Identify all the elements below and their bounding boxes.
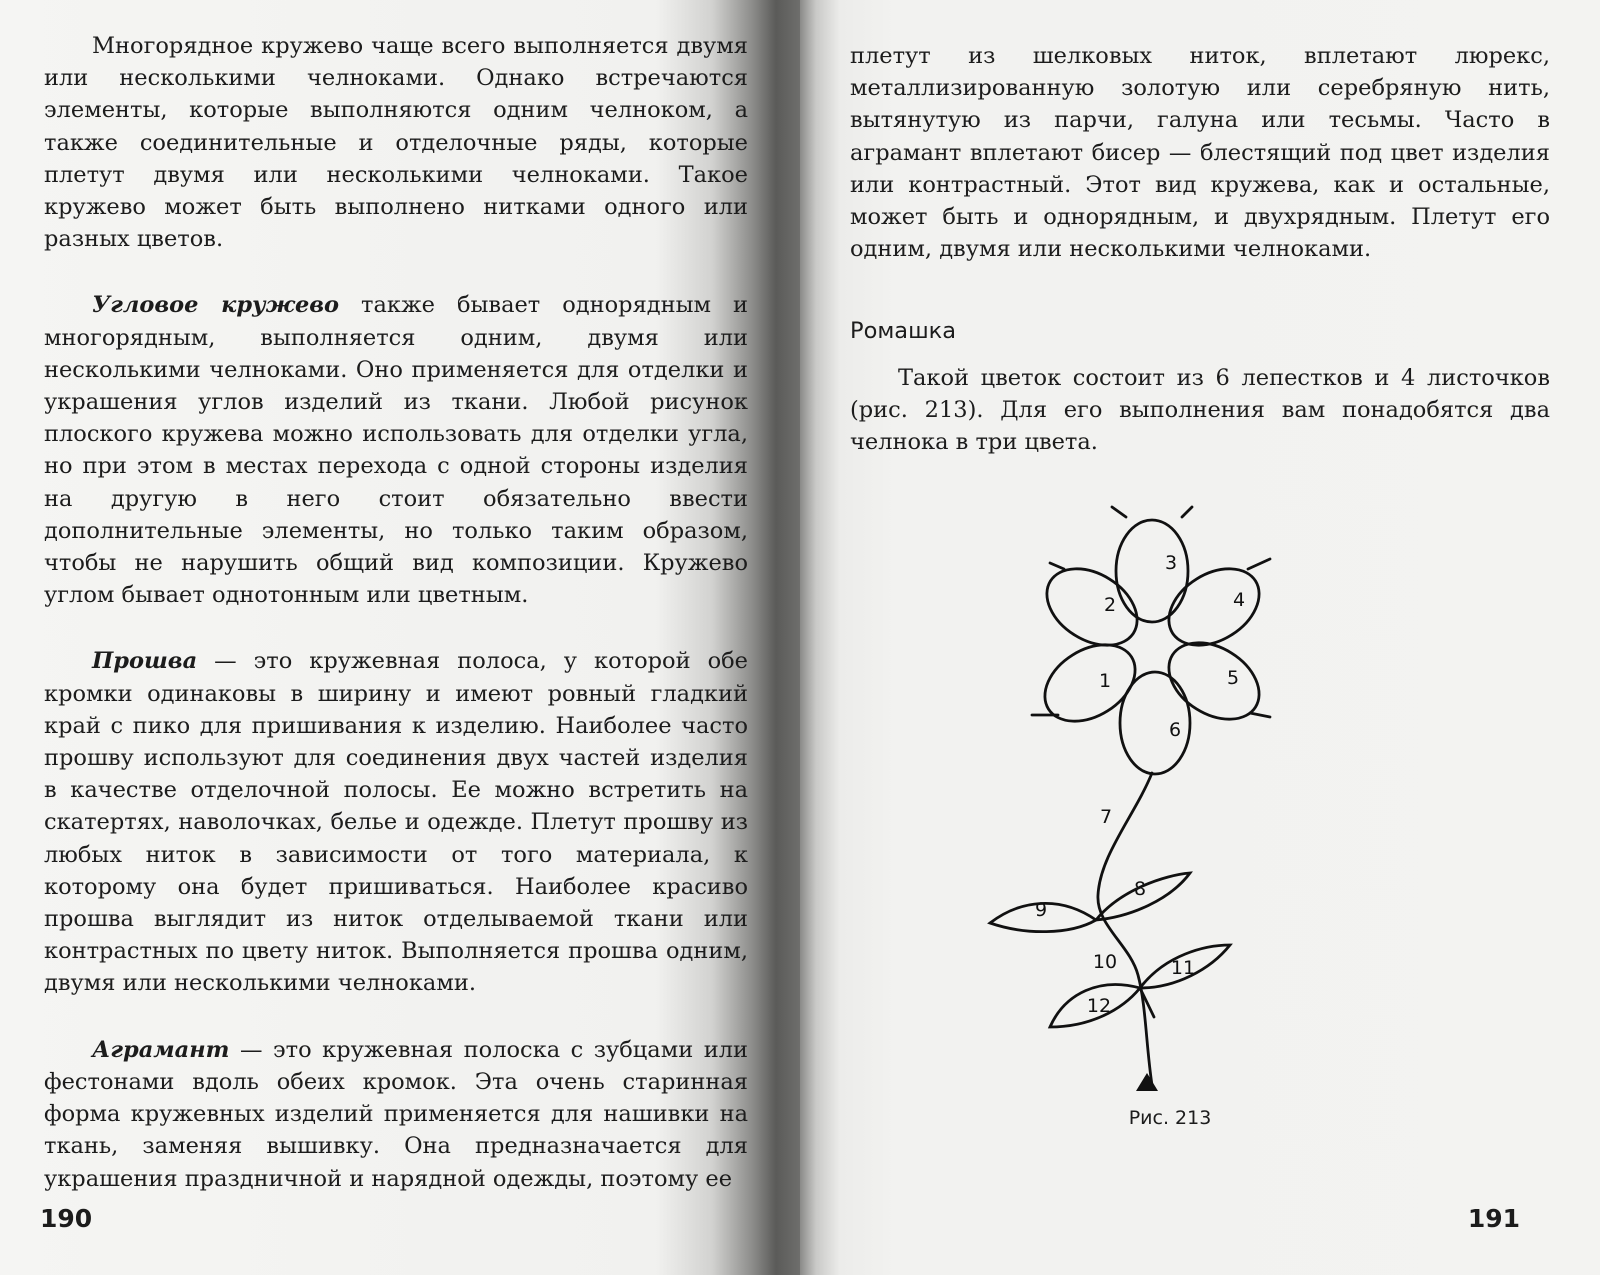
label-8: 8	[1133, 878, 1147, 900]
pointer-triangle-icon	[1136, 1073, 1158, 1091]
label-10: 10	[1092, 951, 1118, 973]
label-7: 7	[1099, 806, 1113, 828]
paragraph-multirow-lace	[44, 30, 748, 255]
figure-caption: Рис. 213	[1128, 1107, 1212, 1129]
daisy-diagram	[980, 505, 1360, 1105]
left-page-text	[44, 30, 748, 1195]
label-5: 5	[1226, 667, 1240, 689]
daisy-figure	[980, 505, 1360, 1105]
paragraph-text: — это кружевная полоса, у которой обе кромки одинаковы в ширину и имеют ровный гладкий край с пико для пришивания к изделию. Наиболее часто прошву используют для соединения двух частей изделия в качестве отделочной полосы. Ее можно встретить на скатертях, наволочках, белье и одежде. Плетут прошву из любых ниток в зависимости от того материала, к которому она будет пришиваться. Наиболее красиво прошва выглядит из ниток отделываемой ткани или контрастных по цвету ниток. Выполняется прошва одним, двумя или несколькими челноками.	[44, 648, 748, 997]
petal-3	[1116, 520, 1188, 622]
paragraph-term: Аграмант	[92, 1036, 230, 1063]
label-3: 3	[1164, 552, 1178, 574]
paragraph-proshva	[44, 645, 748, 999]
page-number: 190	[40, 1204, 93, 1233]
label-6: 6	[1168, 719, 1182, 741]
petal-1	[1031, 629, 1149, 737]
paragraph-corner-lace	[44, 289, 748, 611]
paragraph-term: Угловое кружево	[92, 292, 340, 319]
right-page	[800, 0, 1600, 1275]
paragraph-text: Многорядное кружево чаще всего выполняется двумя или несколькими челноками. Однако встречаются элементы, которые выполняются одним челноком, а также соединительные и отделочные ряды, которые плетут двумя или несколькими челноками. Такое кружево может быть выполнено нитками одного или разных цветов.	[44, 33, 748, 253]
paragraph-agramant	[44, 1034, 748, 1195]
label-2: 2	[1103, 594, 1117, 616]
label-1: 1	[1098, 670, 1112, 692]
right-page-text	[850, 40, 1550, 458]
label-12: 12	[1086, 995, 1112, 1017]
paragraph-text: также бывает однорядным и многорядным, выполняется одним, двумя или несколькими челноками. Оно применяется для отделки и украшения углов изделий из ткани. Любой рисунок плоского кружева можно использовать для отделки угла, но при этом в местах перехода с одной стороны изделия на другую в него стоит обязательно ввести дополнительные элементы, но только таким образом, чтобы не нарушить общий вид композиции. Кружево углом бывает однотонным или цветным.	[44, 292, 748, 609]
label-4: 4	[1232, 589, 1246, 611]
section-heading: Ромашка	[850, 318, 957, 345]
paragraph-term: Прошва	[92, 648, 198, 675]
page-number: 191	[1467, 1204, 1520, 1233]
paragraph-romashka: Такой цветок состоит из 6 лепестков и 4 листочков (рис. 213). Для его выполнения вам понадобятся два челнока в три цвета.	[850, 364, 1550, 456]
paragraph-continuation: плетут из шелковых ниток, вплетают люрекс, металлизированную золотую или серебряную нить, вытянутую из парчи, галуна или тесьмы. Часто в аграмант вплетают бисер — блестящий под цвет изделия или контрастный. Этот вид кружева, как и остальные, может быть и однорядным, и двухрядным. Плетут его одним, двумя или несколькими челноками.	[850, 43, 1550, 263]
label-11: 11	[1170, 957, 1196, 979]
petal-2	[1033, 553, 1151, 661]
label-9: 9	[1034, 899, 1048, 921]
paragraph-text: — это кружевная полоска с зубцами или фестонами вдоль обеих кромок. Эта очень старинная форма кружевных изделий применяется для нашивки на ткань, заменяя вышивку. Она предназначается для украшения праздничной и нарядной одежды, поэтому ее	[44, 1036, 748, 1192]
